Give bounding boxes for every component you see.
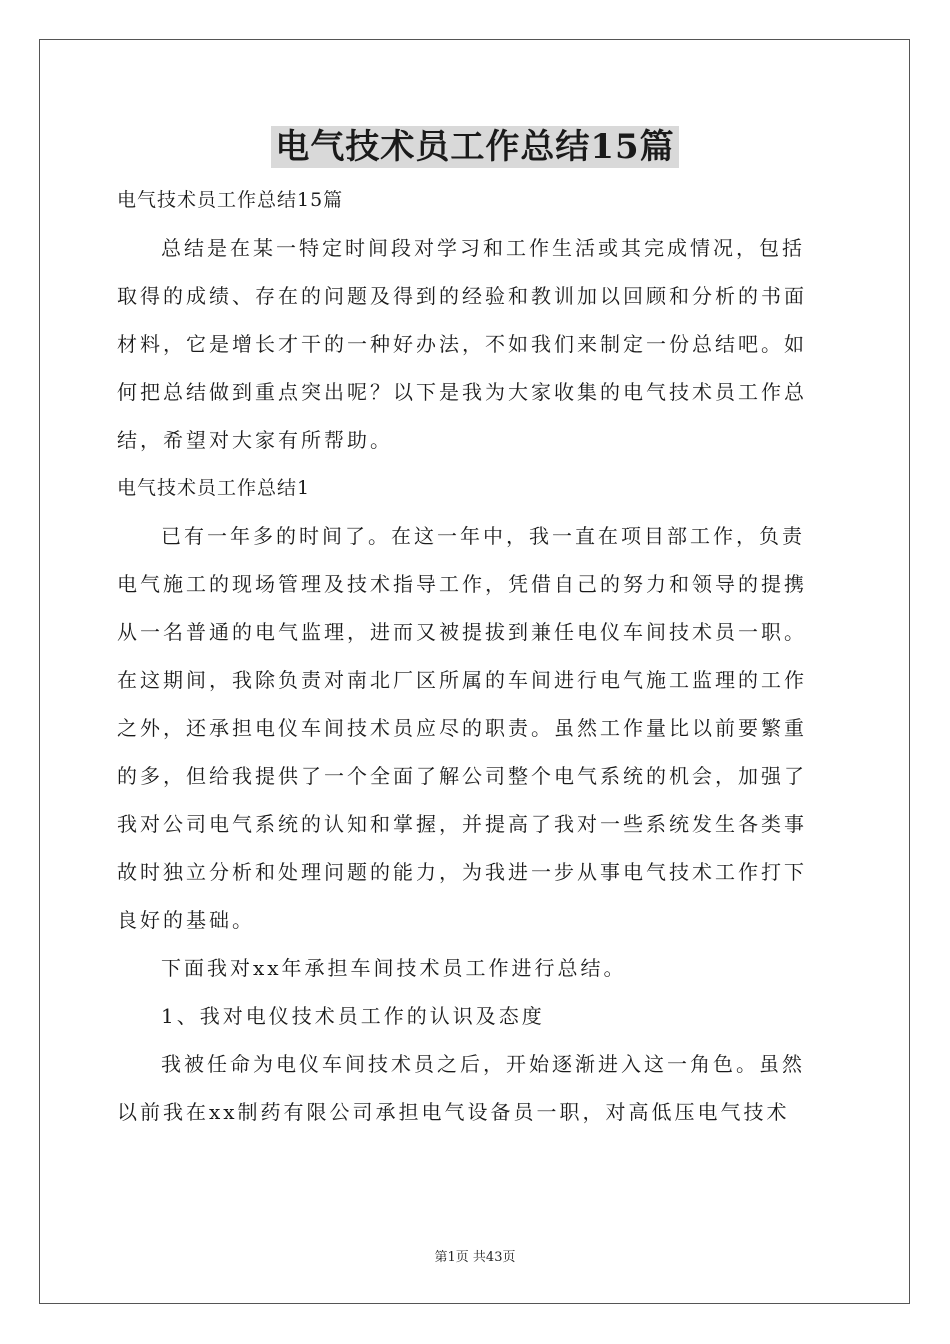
document-body bbox=[117, 176, 833, 1136]
intro-line: 材料，它是增长才干的一种好办法，不如我们来制定一份总结吧。如 bbox=[117, 332, 807, 356]
section-line: 我对公司电气系统的认知和掌握，并提高了我对一些系统发生各类事 bbox=[117, 812, 807, 836]
intro-line: 总结是在某一特定时间段对学习和工作生活或其完成情况，包括 bbox=[161, 236, 805, 260]
section-line: 电气施工的现场管理及技术指导工作，凭借自己的努力和领导的提携 bbox=[117, 572, 807, 596]
intro-line: 何把总结做到重点突出呢？以下是我为大家收集的电气技术员工作总 bbox=[117, 380, 807, 404]
intro-line: 结，希望对大家有所帮助。 bbox=[117, 428, 393, 452]
section-line: 在这期间，我除负责对南北厂区所属的车间进行电气施工监理的工作 bbox=[117, 668, 807, 692]
point-line: 以前我在xx制药有限公司承担电气设备员一职，对高低压电气技术 bbox=[117, 1100, 790, 1124]
summary-intro: 下面我对xx年承担车间技术员工作进行总结。 bbox=[161, 956, 627, 980]
section-line: 的多，但给我提供了一个全面了解公司整个电气系统的机会，加强了 bbox=[117, 764, 807, 788]
section-line: 从一名普通的电气监理，进而又被提拔到兼任电仪车间技术员一职。 bbox=[117, 620, 807, 644]
page-footer: 第1页 共43页 bbox=[434, 1250, 516, 1265]
section-heading: 电气技术员工作总结1 bbox=[117, 477, 311, 499]
section-line: 之外，还承担电仪车间技术员应尽的职责。虽然工作量比以前要繁重 bbox=[117, 716, 807, 740]
section-line: 故时独立分析和处理问题的能力，为我进一步从事电气技术工作打下 bbox=[117, 860, 807, 884]
section-line: 良好的基础。 bbox=[117, 908, 255, 932]
point-line: 我被任命为电仪车间技术员之后，开始逐渐进入这一角色。虽然 bbox=[161, 1052, 805, 1076]
intro-line: 取得的成绩、存在的问题及得到的经验和教训加以回顾和分析的书面 bbox=[117, 284, 807, 308]
point-heading: 1、我对电仪技术员工作的认识及态度 bbox=[161, 1004, 545, 1028]
title-container bbox=[0, 126, 950, 168]
document-subtitle: 电气技术员工作总结15篇 bbox=[117, 189, 344, 211]
document-title: 电气技术员工作总结15篇 bbox=[271, 126, 678, 168]
section-line: 已有一年多的时间了。在这一年中，我一直在项目部工作，负责 bbox=[161, 524, 805, 548]
